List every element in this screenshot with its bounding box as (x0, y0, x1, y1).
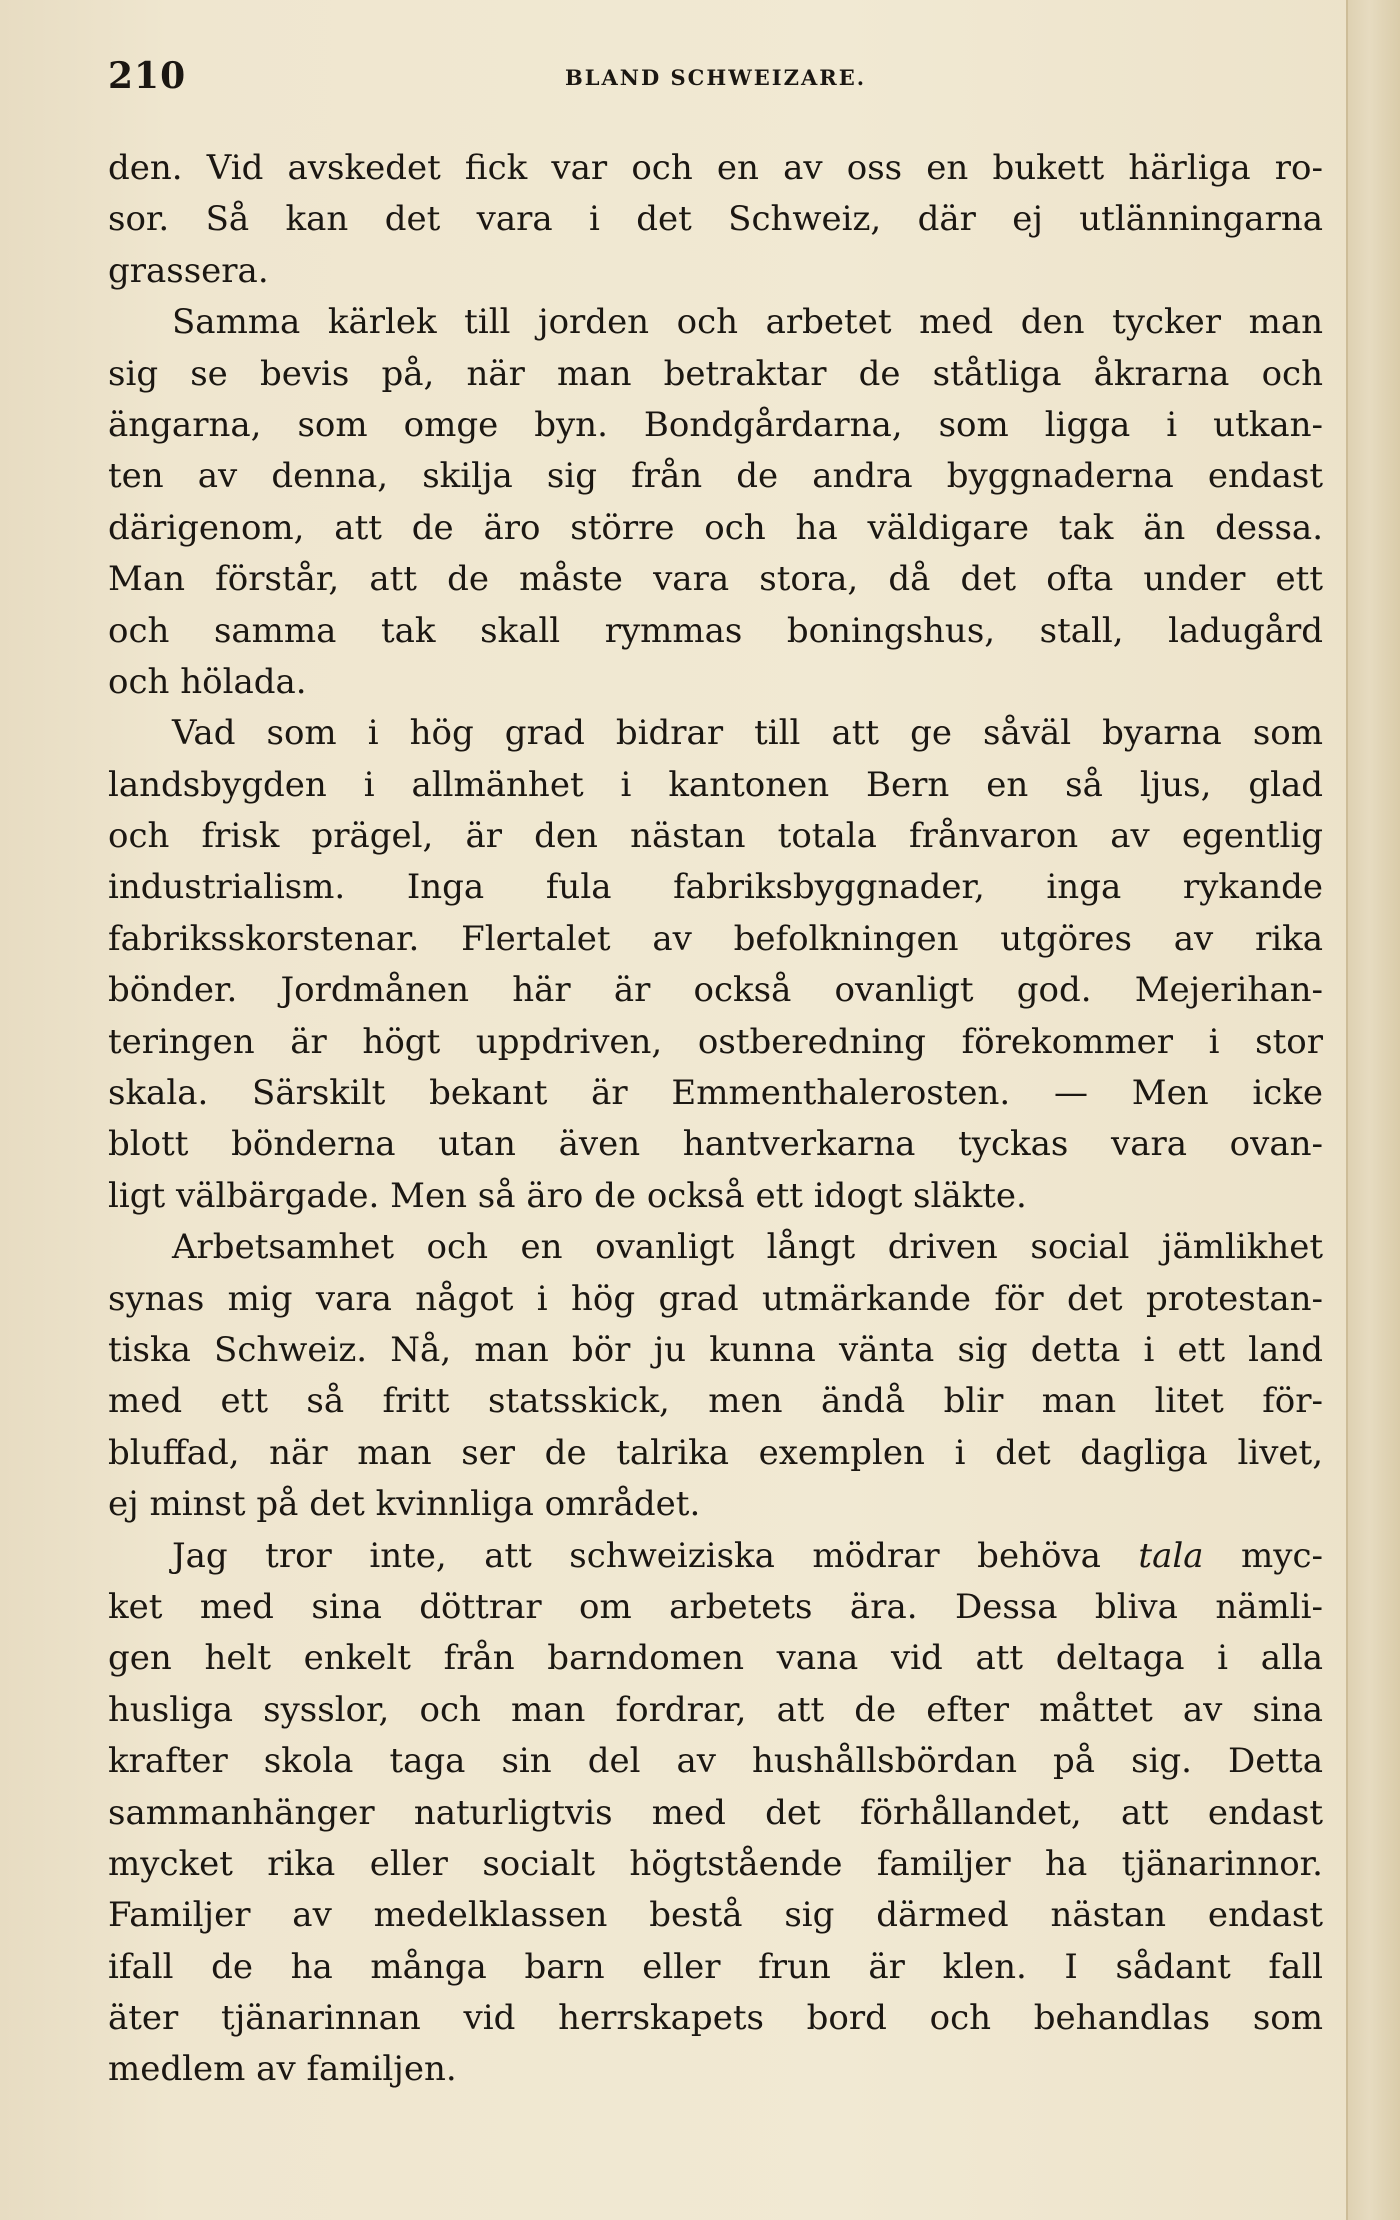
text-line (108, 1531, 1323, 1582)
body-text (108, 143, 1323, 2096)
text-line: sor. Så kan det vara i det Schweiz, där ej utlänningarna (108, 199, 1323, 240)
text-line: och hölada. (108, 661, 307, 702)
text-line: med ett så fritt statsskick, men ändå blir man litet för- (108, 1381, 1323, 1422)
text-line: ket med sina döttrar om arbetets ära. Dessa bliva nämli- (108, 1586, 1323, 1627)
text-line: ej minst på det kvinnliga området. (108, 1484, 701, 1525)
page-edge (1346, 0, 1400, 2220)
text-line: tiska Schweiz. Nå, man bör ju kunna vänta sig detta i ett land (108, 1329, 1323, 1370)
text-line: gen helt enkelt från barndomen vana vid att deltaga i alla (108, 1638, 1323, 1679)
text-line: medlem av familjen. (108, 2049, 457, 2090)
text-line: ifall de ha många barn eller frun är klen. I sådant fall (108, 1946, 1323, 1987)
text-line: ängarna, som omge byn. Bondgårdarna, som ligga i utkan- (108, 404, 1323, 445)
text-line: och frisk prägel, är den nästan totala frånvaron av egentlig (108, 816, 1323, 857)
text-line: mycket rika eller socialt högtstående familjer ha tjänarinnor. (108, 1843, 1323, 1884)
text-segment: Jag tror inte, att schweiziska mödrar behöva (172, 1535, 1139, 1576)
text-line: Arbetsamhet och en ovanligt långt driven social jämlikhet (172, 1227, 1323, 1268)
text-line: sig se bevis på, när man betraktar de ståtliga åkrarna och (108, 353, 1323, 394)
text-line: bönder. Jordmånen här är också ovanligt god. Mejerihan- (108, 970, 1323, 1011)
page-header (108, 55, 1323, 115)
text-line: den. Vid avskedet fick var och en av oss en bukett härliga ro- (108, 148, 1323, 188)
text-line: krafter skola taga sin del av hushållsbördan på sig. Detta (108, 1741, 1323, 1782)
text-line: Man förstår, att de måste vara stora, då det ofta under ett (108, 559, 1323, 600)
text-line: äter tjänarinnan vid herrskapets bord och behandlas som (108, 1998, 1323, 2039)
text-line: synas mig vara något i hög grad utmärkande för det protestan- (108, 1278, 1323, 1319)
text-line: Samma kärlek till jorden och arbetet med den tycker man (172, 302, 1323, 343)
text-segment: myc- (1203, 1535, 1323, 1576)
text-line: ligt välbärgade. Men så äro de också ett idogt släkte. (108, 1175, 1027, 1216)
text-line: Familjer av medelklassen bestå sig därmed nästan endast (108, 1895, 1323, 1936)
text-line: därigenom, att de äro större och ha väldigare tak än dessa. (108, 507, 1323, 548)
text-line: fabriksskorstenar. Flertalet av befolkningen utgöres av rika (108, 918, 1323, 959)
emphasized-word: tala (1138, 1535, 1204, 1576)
text-line: industrialism. Inga fula fabriksbyggnader, inga rykande (108, 867, 1323, 908)
text-line: husliga sysslor, och man fordrar, att de efter måttet av sina (108, 1689, 1323, 1730)
running-head: BLAND SCHWEIZARE. (564, 65, 867, 90)
page-number: 210 (108, 55, 187, 97)
text-line: landsbygden i allmänhet i kantonen Bern en så ljus, glad (108, 764, 1323, 805)
text-line: skala. Särskilt bekant är Emmenthalerosten. — Men icke (108, 1073, 1323, 1114)
text-line: teringen är högt uppdriven, ostberedning förekommer i stor (108, 1021, 1323, 1062)
text-line: och samma tak skall rymmas boningshus, stall, ladugård (108, 610, 1323, 651)
text-line: grassera. (108, 250, 269, 291)
text-line: ten av denna, skilja sig från de andra byggnaderna endast (108, 456, 1323, 497)
text-line: Vad som i hög grad bidrar till att ge såväl byarna som (172, 713, 1323, 754)
text-line: bluffad, när man ser de talrika exemplen i det dagliga livet, (108, 1432, 1323, 1473)
text-line: blott bönderna utan även hantverkarna tyckas vara ovan- (108, 1124, 1323, 1165)
text-line: sammanhänger naturligtvis med det förhållandet, att endast (108, 1792, 1323, 1833)
